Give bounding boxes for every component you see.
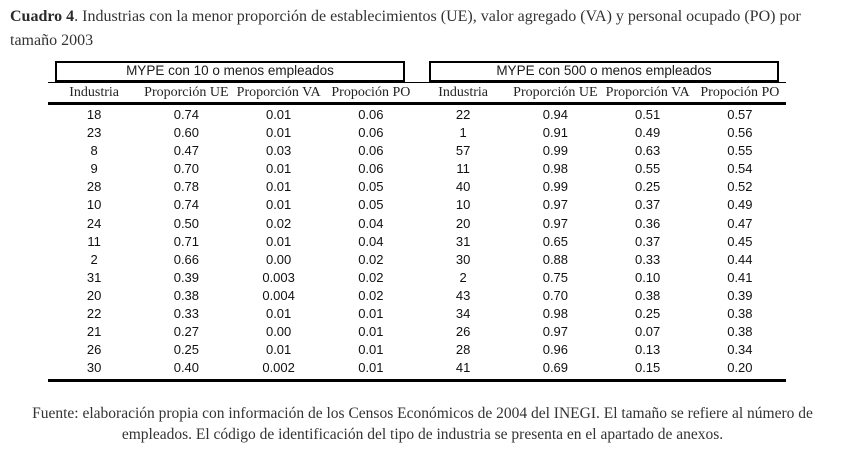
table-cell: 0.06 xyxy=(358,125,384,141)
table-cell: 0.01 xyxy=(265,197,292,213)
table-cell: 0.56 xyxy=(727,125,753,141)
group-header-row xyxy=(48,61,786,83)
table-cell: 30 xyxy=(86,360,102,376)
table-cell: 0.33 xyxy=(634,251,661,267)
table-cell: 10 xyxy=(86,197,102,213)
table-row xyxy=(48,341,786,359)
table-cell: 0.10 xyxy=(634,269,661,285)
table-cell: 0.41 xyxy=(727,269,753,285)
table-row xyxy=(48,251,786,269)
table-cell: 0.003 xyxy=(262,269,295,285)
table-cell: 0.47 xyxy=(173,143,200,159)
table-cell: 0.06 xyxy=(358,107,384,122)
table-caption xyxy=(10,5,832,53)
table-cell: 0.27 xyxy=(173,324,200,340)
table-cell: 0.36 xyxy=(634,215,661,231)
table-cell: 0.70 xyxy=(542,287,569,303)
table-cell: 20 xyxy=(86,287,102,303)
caption-text: . Industrias con la menor proporción de establecimientos (UE), valor agregado (VA) y personal ocupado (PO) por tamaño 2003 xyxy=(10,8,801,49)
table-cell: 26 xyxy=(86,342,102,358)
column-header-proporcion-po-left: Propoción PO xyxy=(331,85,411,100)
table-row xyxy=(48,215,786,233)
table-cell: 0.40 xyxy=(173,360,200,376)
column-header-proporcion-ue-left: Proporción UE xyxy=(144,85,229,100)
column-header-proporcion-po-right: Propoción PO xyxy=(700,85,780,100)
table-cell: 43 xyxy=(455,287,471,303)
table-cell: 0.63 xyxy=(634,143,661,159)
table-cell: 0.37 xyxy=(634,197,661,213)
table-row xyxy=(48,269,786,287)
table-cell: 0.97 xyxy=(542,197,569,213)
table-cell: 0.01 xyxy=(265,233,292,249)
table-cell: 28 xyxy=(86,179,102,195)
table-row xyxy=(48,106,786,124)
table-cell: 0.00 xyxy=(265,251,292,267)
table-cell: 11 xyxy=(87,233,101,249)
table-cell: 0.01 xyxy=(265,107,292,122)
caption-number: Cuadro 4 xyxy=(10,8,75,25)
table-row xyxy=(48,124,786,142)
table-row xyxy=(48,196,786,214)
page xyxy=(0,5,845,452)
table-cell: 0.38 xyxy=(173,287,200,303)
table-row xyxy=(48,178,786,196)
table-cell: 0.94 xyxy=(542,107,569,122)
table-cell: 0.51 xyxy=(634,107,661,122)
table-row xyxy=(48,142,786,160)
column-header-row xyxy=(48,83,786,105)
table-cell: 0.96 xyxy=(542,342,569,358)
table-cell: 31 xyxy=(86,269,102,285)
table-cell: 28 xyxy=(455,342,471,358)
table-cell: 0.39 xyxy=(173,269,200,285)
column-header-proporcion-va-left: Proporción VA xyxy=(236,85,321,100)
table-cell: 34 xyxy=(455,306,471,322)
table-cell: 0.50 xyxy=(173,215,200,231)
table-cell: 0.34 xyxy=(727,342,753,358)
table-cell: 0.38 xyxy=(727,324,753,340)
table-cell: 0.01 xyxy=(265,306,292,322)
table-cell: 0.74 xyxy=(173,107,200,122)
table-cell: 0.66 xyxy=(173,251,200,267)
table-cell: 22 xyxy=(86,306,102,322)
table-cell: 11 xyxy=(456,161,470,177)
table-cell: 30 xyxy=(455,251,471,267)
table-cell: 2 xyxy=(459,269,467,285)
table-cell: 0.65 xyxy=(542,233,569,249)
table-row xyxy=(48,359,786,377)
table-cell: 0.06 xyxy=(358,143,384,159)
table-cell: 0.01 xyxy=(358,360,384,376)
table-cell: 0.38 xyxy=(727,306,753,322)
table-cell: 40 xyxy=(455,179,471,195)
table-cell: 0.01 xyxy=(265,179,292,195)
table-cell: 0.49 xyxy=(634,125,661,141)
table-row xyxy=(48,287,786,305)
table-body xyxy=(48,105,786,382)
table-cell: 0.39 xyxy=(727,287,753,303)
table-cell: 0.02 xyxy=(358,269,384,285)
table-cell: 0.44 xyxy=(727,251,753,267)
table-cell: 0.98 xyxy=(542,161,569,177)
table-cell: 20 xyxy=(455,215,471,231)
column-header-proporcion-va-right: Proporción VA xyxy=(605,85,690,100)
table-cell: 0.49 xyxy=(727,197,753,213)
table-cell: 0.91 xyxy=(542,125,569,141)
table-cell: 0.55 xyxy=(727,143,753,159)
table-cell: 0.004 xyxy=(262,287,295,303)
table-cell: 0.60 xyxy=(173,125,200,141)
table-cell: 0.02 xyxy=(358,251,384,267)
table-cell: 0.04 xyxy=(358,233,384,249)
table-cell: 0.37 xyxy=(634,233,661,249)
table-cell: 0.88 xyxy=(542,251,569,267)
table-cell: 57 xyxy=(455,143,471,159)
column-header-proporcion-ue-right: Proporción UE xyxy=(513,85,598,100)
table-cell: 0.47 xyxy=(727,215,753,231)
table-cell: 2 xyxy=(90,251,98,267)
column-header-industria-right: Industria xyxy=(438,85,488,100)
table-cell: 0.45 xyxy=(727,233,753,249)
table-cell: 0.54 xyxy=(727,161,753,177)
table-cell: 0.05 xyxy=(358,179,384,195)
table-cell: 0.05 xyxy=(358,197,384,213)
column-header-industria-left: Industria xyxy=(69,85,119,100)
table-row xyxy=(48,323,786,341)
table-cell: 0.38 xyxy=(634,287,661,303)
source-note: Fuente: elaboración propia con información de los Censos Económicos de 2004 del INEGI. El tamaño se refiere al número de empleados. El código de identificación del tipo de industria se presenta en el apartado de anexos. xyxy=(32,405,813,444)
table-cell: 0.99 xyxy=(542,179,569,195)
table-cell: 0.01 xyxy=(358,306,384,322)
table-cell: 0.04 xyxy=(358,215,384,231)
table-cell: 0.70 xyxy=(173,161,200,177)
table-row xyxy=(48,160,786,178)
table-cell: 0.55 xyxy=(634,161,661,177)
table-cell: 0.01 xyxy=(265,342,292,358)
table-cell: 8 xyxy=(90,143,98,159)
data-table xyxy=(48,61,786,382)
table-cell: 0.07 xyxy=(634,324,661,340)
table-cell: 0.20 xyxy=(727,360,753,376)
table-cell: 0.01 xyxy=(265,125,292,141)
table-cell: 0.98 xyxy=(542,306,569,322)
table-cell: 0.25 xyxy=(634,179,661,195)
table-cell: 41 xyxy=(455,360,471,376)
table-cell: 0.06 xyxy=(358,161,384,177)
table-cell: 24 xyxy=(86,215,102,231)
table-cell: 0.69 xyxy=(542,360,569,376)
table-cell: 0.25 xyxy=(634,306,661,322)
table-cell: 0.97 xyxy=(542,215,569,231)
table-cell: 0.97 xyxy=(542,324,569,340)
group-header-mype-10: MYPE con 10 o menos empleados xyxy=(55,61,405,82)
table-cell: 0.71 xyxy=(173,233,200,249)
table-cell: 0.02 xyxy=(358,287,384,303)
table-cell: 0.02 xyxy=(265,215,292,231)
table-cell: 26 xyxy=(455,324,471,340)
table-cell: 0.01 xyxy=(358,324,384,340)
table-cell: 0.01 xyxy=(358,342,384,358)
table-cell: 0.00 xyxy=(265,324,292,340)
table-cell: 0.52 xyxy=(727,179,753,195)
table-cell: 0.002 xyxy=(262,360,295,376)
table-cell: 0.99 xyxy=(542,143,569,159)
table-cell: 0.15 xyxy=(634,360,661,376)
group-header-mype-500: MYPE con 500 o menos empleados xyxy=(429,61,779,82)
table-cell: 0.25 xyxy=(173,342,200,358)
table-row xyxy=(48,305,786,323)
table-cell: 21 xyxy=(86,324,102,340)
table-cell: 0.75 xyxy=(542,269,569,285)
table-cell: 10 xyxy=(455,197,471,213)
table-cell: 1 xyxy=(459,125,467,141)
table-cell: 0.78 xyxy=(173,179,200,195)
table-cell: 0.01 xyxy=(265,161,292,177)
table-cell: 0.57 xyxy=(727,107,753,122)
table-row xyxy=(48,233,786,251)
table-cell: 0.03 xyxy=(265,143,292,159)
table-cell: 9 xyxy=(90,161,98,177)
table-cell: 0.33 xyxy=(173,306,200,322)
table-cell: 23 xyxy=(86,125,102,141)
table-cell: 0.74 xyxy=(173,197,200,213)
table-cell: 18 xyxy=(86,107,102,122)
table-cell: 22 xyxy=(455,107,471,122)
table-cell: 0.13 xyxy=(634,342,661,358)
table-cell: 31 xyxy=(455,233,471,249)
